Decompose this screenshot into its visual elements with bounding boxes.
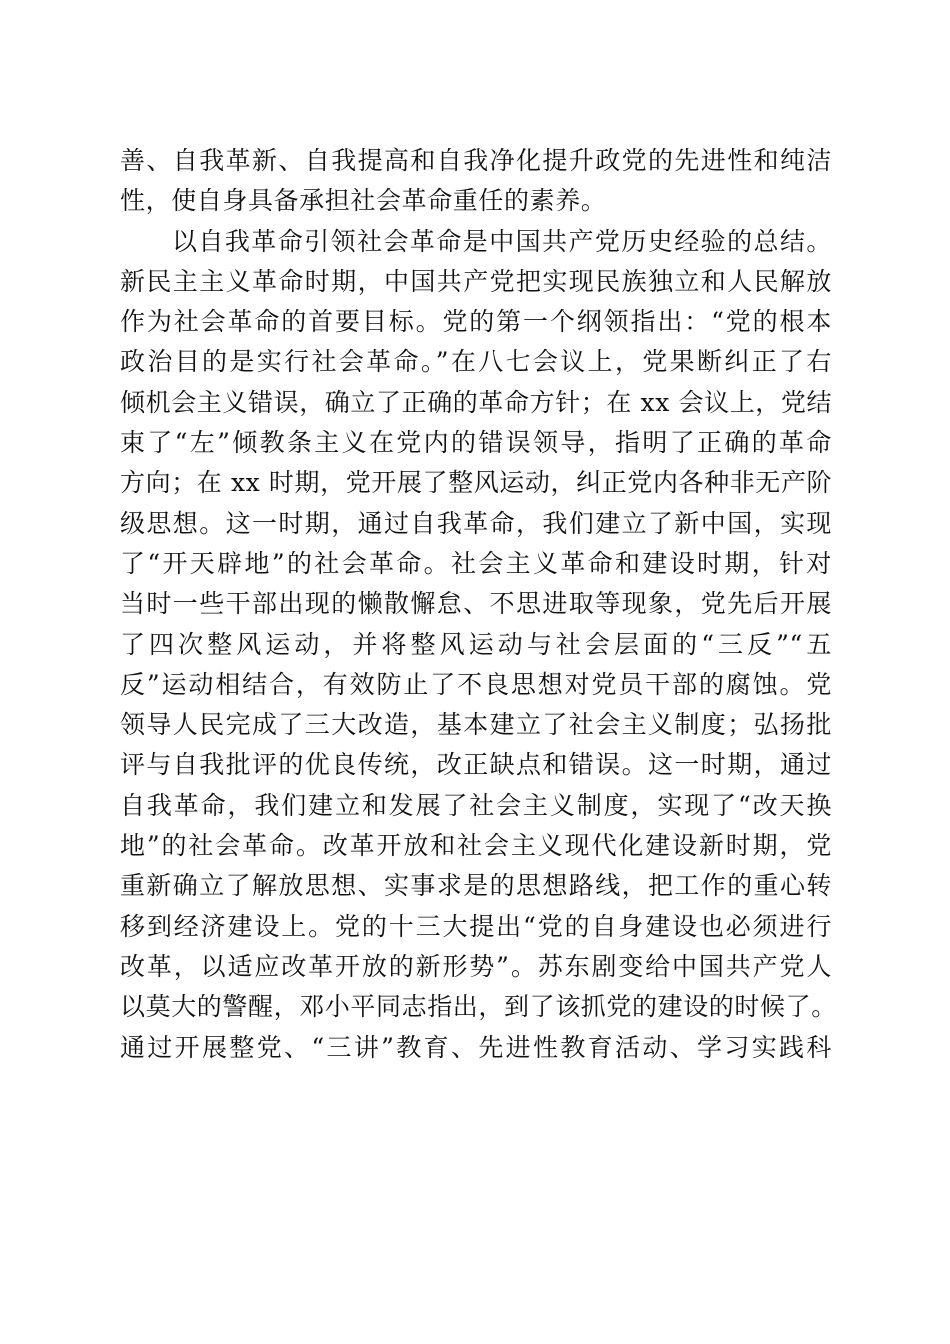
text-line: 束了“左”倾教条主义在党内的错误领导，指明了正确的革命 — [120, 428, 832, 458]
text-line: 自我革命，我们建立和发展了社会主义制度，实现了“改天换 — [120, 790, 832, 820]
text-line: 以莫大的警醒，邓小平同志指出，到了该抓党的建设的时候了。 — [120, 992, 837, 1022]
text-line: 反”运动相结合，有效防止了不良思想对党员干部的腐蚀。党 — [120, 669, 832, 699]
paragraph-first-line: 以自我革命引领社会革命是中国共产党历史经验的总结。 — [172, 226, 832, 256]
text-line: 作为社会革命的首要目标。党的第一个纲领指出：“党的根本 — [120, 307, 832, 337]
text-line: 通过开展整党、“三讲”教育、先进性教育活动、学习实践科 — [120, 1032, 832, 1062]
text-line: 级思想。这一时期，通过自我革命，我们建立了新中国，实现 — [120, 508, 832, 538]
text-line: 评与自我批评的优良传统，改正缺点和错误。这一时期，通过 — [120, 750, 832, 780]
text-line: 重新确立了解放思想、实事求是的思想路线，把工作的重心转 — [120, 871, 832, 901]
text-line: 了“开天辟地”的社会革命。社会主义革命和建设时期，针对 — [120, 548, 832, 578]
text-line: 地”的社会革命。改革开放和社会主义现代化建设新时期，党 — [120, 831, 832, 861]
text-line: 性，使自身具备承担社会革命重任的素养。 — [120, 186, 607, 216]
text-line: 移到经济建设上。党的十三大提出“党的自身建设也必须进行 — [120, 911, 832, 941]
text-line: 方向；在 xx 时期，党开展了整风运动，纠正党内各种非无产阶 — [120, 468, 833, 498]
text-line: 善、自我革新、自我提高和自我净化提升政党的先进性和纯洁 — [120, 146, 832, 175]
text-line: 当时一些干部出现的懒散懈怠、不思进取等现象，党先后开展 — [120, 589, 832, 619]
text-line: 了四次整风运动，并将整风运动与社会层面的“三反”“五 — [120, 629, 832, 659]
text-line: 倾机会主义错误，确立了正确的革命方针；在 xx 会议上，党结 — [120, 387, 833, 417]
text-line: 政治目的是实行社会革命。”在八七会议上，党果断纠正了右 — [120, 347, 832, 377]
text-line: 新民主主义革命时期，中国共产党把实现民族独立和人民解放 — [120, 266, 832, 296]
body-text — [120, 141, 837, 1068]
text-line: 改革，以适应改革开放的新形势”。苏东剧变给中国共产党人 — [120, 951, 832, 981]
text-line: 领导人民完成了三大改造，基本建立了社会主义制度；弘扬批 — [120, 710, 832, 740]
